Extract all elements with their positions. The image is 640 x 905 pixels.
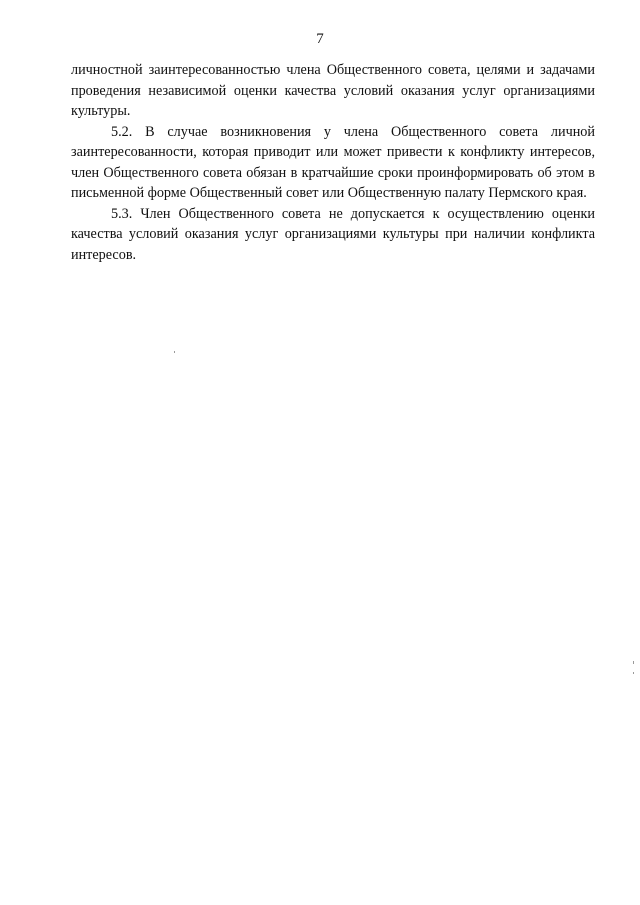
scan-speck [633, 672, 634, 674]
scan-speck [633, 661, 634, 664]
paragraph-continuation: личностной заинтересованностью члена Общественного совета, целями и задачами проведения независимой оценки качества условий оказания услуг организациями культуры. [71, 62, 595, 119]
document-body [71, 60, 595, 265]
paragraph-5-2: 5.2. В случае возникновения у члена Общественного совета личной заинтересованности, которая приводит или может привести к конфликту интересов, член Общественного совета обязан в кратчайшие сроки проинформировать об этом в письменной форме Общественный совет или Общественную палату Пермского края. [71, 123, 595, 201]
paragraph-5-3: 5.3. Член Общественного совета не допускается к осуществлению оценки качества условий оказания услуг организациями культуры при наличии конфликта интересов. [71, 205, 595, 263]
page-number: 7 [316, 31, 324, 47]
scan-speck [174, 351, 175, 353]
